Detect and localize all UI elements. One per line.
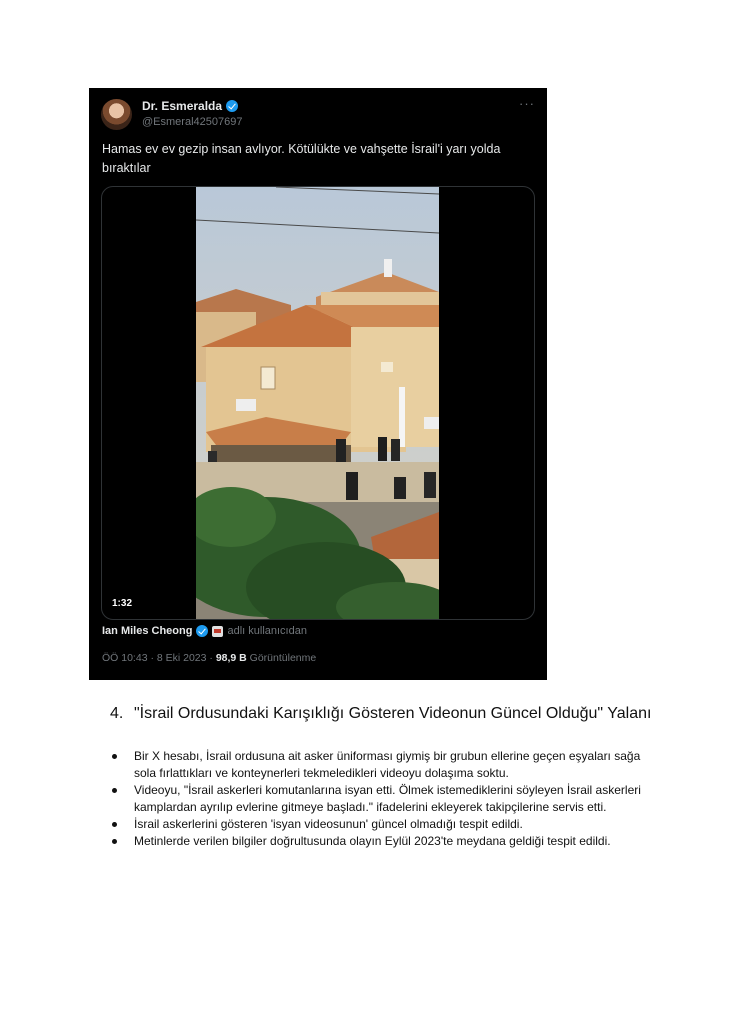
list-item (110, 782, 650, 816)
author-name[interactable]: Dr. Esmeralda (142, 99, 223, 113)
view-count: 98,9 B (215, 652, 247, 664)
bullet-icon (112, 788, 117, 793)
section-title: "İsrail Ordusundaki Karışıklığı Gösteren Videonun Güncel Olduğu" Yalanı (134, 705, 652, 722)
video-duration: 1:32 (112, 598, 133, 609)
author-name-row (142, 99, 238, 113)
author-avatar[interactable] (101, 99, 132, 130)
list-item-text: İsrail askerlerini gösteren 'isyan videosunun' güncel olmadığı tespit edildi. (134, 817, 523, 831)
attribution-name[interactable]: Ian Miles Cheong (102, 625, 193, 637)
video-attribution (102, 625, 307, 637)
list-item (110, 833, 650, 850)
view-count-label: Görüntülenme (246, 652, 317, 664)
list-item-text: Bir X hesabı, İsrail ordusuna ait asker üniforması giymiş bir grubun ellerine geçen eşyaları sağa sola fırlattıkları ve konteynerleri tekmeledikleri videoyu dolaşıma soktu. (134, 749, 641, 780)
section-heading (110, 703, 670, 724)
more-options-icon[interactable]: ··· (519, 96, 535, 111)
bullet-list (110, 748, 650, 850)
tweet-screenshot (89, 88, 547, 680)
bullet-icon (112, 822, 117, 827)
video-frame[interactable] (196, 187, 439, 619)
tweet-meta (102, 652, 316, 664)
video-frame-image (196, 187, 439, 619)
bullet-icon (112, 754, 117, 759)
list-item (110, 748, 650, 782)
tweet-text: Hamas ev ev gezip insan avlıyor. Kötülükte ve vahşette İsrail'i yarı yolda bıraktılar (102, 142, 501, 175)
video-player[interactable] (101, 186, 535, 620)
attribution-suffix: adlı kullanıcıdan (227, 625, 307, 637)
author-handle[interactable]: @Esmeral42507697 (142, 116, 243, 128)
affiliate-badge-icon (212, 626, 223, 637)
section-number: 4. (110, 705, 124, 722)
list-item (110, 816, 650, 833)
list-item-text: Videoyu, "İsrail askerleri komutanlarına isyan etti. Ölmek istemediklerini söyleyen İsrail askerleri kamplardan ayrılıp evlerine gitmeye başladı." ifadelerini ekleyerek takipçilerine servis etti. (134, 783, 641, 814)
verified-badge-icon (226, 100, 238, 112)
list-item-text: Metinlerde verilen bilgiler doğrultusunda olayın Eylül 2023'te meydana geldiği tespit edildi. (134, 834, 611, 848)
tweet-timestamp[interactable]: ÖÖ 10:43 · 8 Eki 2023 · (102, 652, 216, 664)
verified-badge-icon (196, 625, 208, 637)
bullet-icon (112, 839, 117, 844)
